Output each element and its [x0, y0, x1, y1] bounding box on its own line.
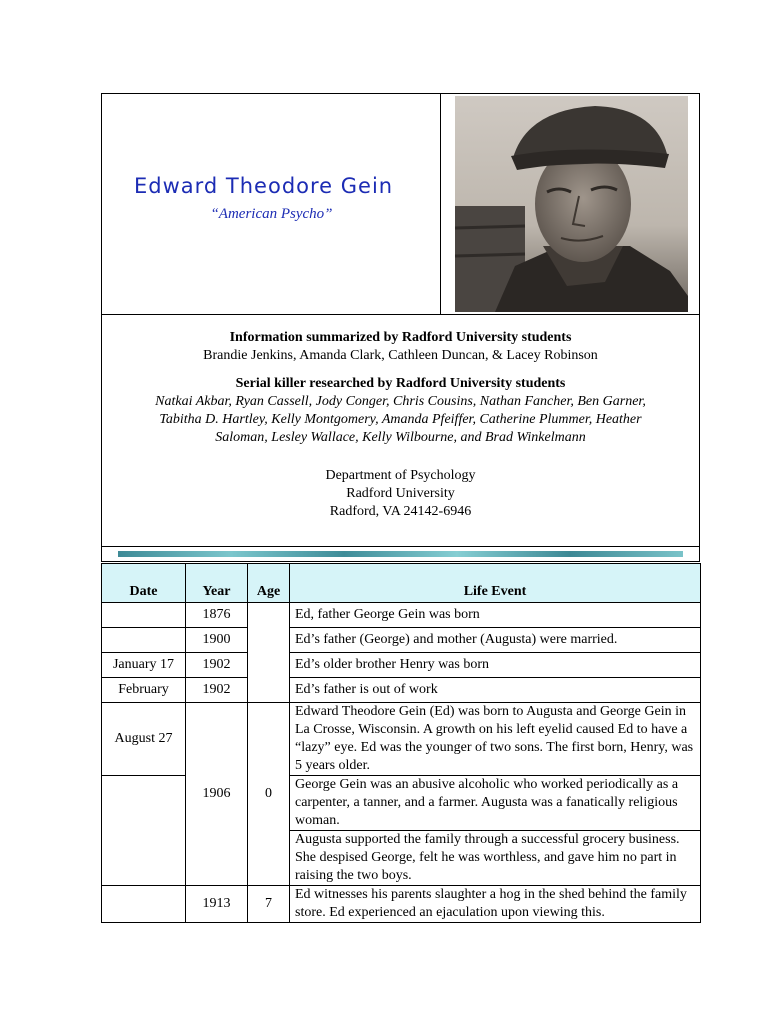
row-age: 7: [248, 886, 290, 923]
table-row: [102, 628, 701, 653]
section-divider: [102, 314, 699, 315]
address-city: Radford, VA 24142-6946: [329, 504, 472, 519]
title-cell: [102, 94, 441, 314]
row-year: 1913: [186, 886, 248, 923]
header-life-event: Life Event: [290, 564, 701, 603]
section-divider: [102, 546, 699, 547]
credits-block: [102, 329, 699, 521]
research-names-line-2: Tabitha D. Hartley, Kelly Montgomery, Amanda Pfeiffer, Catherine Plummer, Heather: [159, 412, 642, 427]
row-event: George Gein was an abusive alcoholic who worked periodically as a carpenter, a tanner, and a farmer. Augusta was a fanatically religious woman.: [290, 776, 701, 831]
timeline-table: [101, 563, 701, 923]
row-event: Augusta supported the family through a successful grocery business. She despised George, felt he was worthless, and gave him no part in raising the two boys.: [290, 831, 701, 886]
row-year: 1902: [186, 653, 248, 678]
table-row: [102, 653, 701, 678]
summary-heading: Information summarized by Radford University students: [229, 330, 572, 345]
row-event: Ed’s father (George) and mother (Augusta) were married.: [290, 628, 701, 653]
row-age: [248, 603, 290, 703]
row-date: [102, 603, 186, 628]
row-date: August 27: [102, 703, 186, 776]
row-date: January 17: [102, 653, 186, 678]
row-event: Ed witnesses his parents slaughter a hog in the shed behind the family store. Ed experienced an ejaculation upon viewing this.: [290, 886, 701, 923]
table-row: [102, 886, 701, 923]
row-year: 1900: [186, 628, 248, 653]
portrait-photo: [455, 96, 688, 312]
table-row: [102, 678, 701, 703]
summary-names: Brandie Jenkins, Amanda Clark, Cathleen Duncan, & Lacey Robinson: [203, 348, 598, 363]
row-event: Ed, father George Gein was born: [290, 603, 701, 628]
table-row: [102, 703, 701, 776]
row-event: Ed’s father is out of work: [290, 678, 701, 703]
cover-frame: [101, 93, 700, 562]
row-date: [102, 886, 186, 923]
row-year: 1902: [186, 678, 248, 703]
research-heading: Serial killer researched by Radford University students: [235, 376, 566, 391]
research-names-line-3: Saloman, Lesley Wallace, Kelly Wilbourne, and Brad Winkelmann: [215, 430, 586, 445]
row-year: 1906: [186, 703, 248, 886]
document-subtitle: “American Psycho”: [210, 206, 333, 222]
row-date: February: [102, 678, 186, 703]
header-age: Age: [248, 564, 290, 603]
header-year: Year: [186, 564, 248, 603]
row-date: [102, 776, 186, 886]
photo-cell: [441, 94, 699, 314]
table-header-row: [102, 564, 701, 603]
row-year: 1876: [186, 603, 248, 628]
row-age: 0: [248, 703, 290, 886]
row-event: Edward Theodore Gein (Ed) was born to Augusta and George Gein in La Crosse, Wisconsin. A growth on his left eyelid caused Ed to have a “lazy” eye. Ed was the younger of two sons. The first born, Henry, was 5 years older.: [290, 703, 701, 776]
address-university: Radford University: [346, 486, 455, 501]
document-title: Edward Theodore Gein: [134, 174, 394, 198]
address-department: Department of Psychology: [325, 468, 476, 483]
header-date: Date: [102, 564, 186, 603]
decorative-ribbon: [118, 551, 683, 557]
research-names-line-1: Natkai Akbar, Ryan Cassell, Jody Conger, Chris Cousins, Nathan Fancher, Ben Garner,: [155, 394, 646, 409]
row-event: Ed’s older brother Henry was born: [290, 653, 701, 678]
row-date: [102, 628, 186, 653]
table-row: [102, 603, 701, 628]
